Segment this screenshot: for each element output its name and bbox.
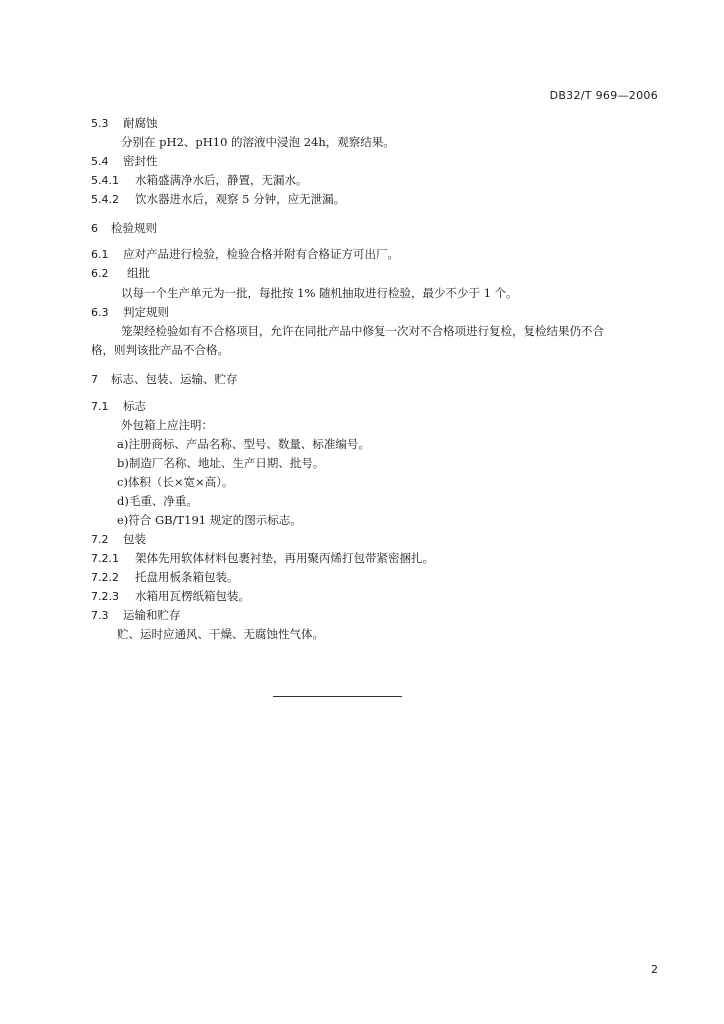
clause-5-4-1: [91, 172, 308, 189]
clause-6-3: [91, 304, 169, 321]
paragraph-text: 外包箱上应注明：: [121, 418, 213, 432]
clause-7-1: [91, 398, 146, 415]
clause-heading: 判定规则: [123, 305, 169, 319]
list-item-text: d)毛重、净重。: [117, 494, 198, 508]
clause-number: 5.4: [91, 155, 109, 168]
clause-number: 7.2.1: [91, 552, 119, 565]
clause-heading: 包装: [123, 532, 146, 546]
section-number: 7: [91, 373, 98, 386]
section-7: [91, 371, 238, 388]
clause-number: 7.2.2: [91, 571, 119, 584]
clause-number: 6.3: [91, 306, 109, 319]
paragraph: [121, 134, 395, 150]
clause-7-2-3: [91, 588, 250, 605]
clause-number: 5.3: [91, 117, 109, 130]
clause-text: 应对产品进行检验，检验合格并附有合格证方可出厂。: [123, 247, 399, 261]
clause-text: 水箱盛满净水后，静置，无漏水。: [135, 173, 308, 187]
clause-heading: 密封性: [123, 154, 158, 168]
section-6: [91, 220, 157, 237]
section-heading: 检验规则: [111, 221, 157, 235]
clause-7-2: [91, 531, 146, 548]
list-item: [117, 474, 233, 490]
end-rule: [273, 696, 402, 697]
clause-number: 7.2: [91, 533, 109, 546]
document-code: DB32/T 969—2006: [549, 89, 658, 102]
clause-number: 7.1: [91, 400, 109, 413]
paragraph: [121, 285, 518, 301]
clause-6-2: [91, 265, 150, 282]
section-heading: 标志、包装、运输、贮存: [111, 372, 238, 386]
clause-text: 水箱用瓦楞纸箱包装。: [135, 589, 250, 603]
paragraph: [121, 323, 604, 339]
clause-7-2-1: [91, 550, 434, 567]
paragraph: [117, 626, 324, 642]
list-item: [117, 455, 324, 471]
clause-heading: 标志: [123, 399, 146, 413]
paragraph-text: 格，则判该批产品不合格。: [91, 343, 229, 357]
clause-number: 7.3: [91, 609, 109, 622]
clause-number: 5.4.1: [91, 174, 119, 187]
clause-number: 6.2: [91, 267, 109, 280]
clause-text: 托盘用板条箱包装。: [135, 570, 239, 584]
list-item-text: c)体积（长×宽×高）。: [117, 475, 234, 489]
clause-text: 架体先用软体材料包裹衬垫，再用聚丙烯打包带紧密捆扎。: [135, 551, 434, 565]
clause-heading: 运输和贮存: [123, 608, 181, 622]
clause-number: 5.4.2: [91, 193, 119, 206]
clause-number: 7.2.3: [91, 590, 119, 603]
paragraph-text: 分别在 pH2、pH10 的溶液中浸泡 24h，观察结果。: [121, 135, 395, 149]
clause-number: 6.1: [91, 248, 109, 261]
list-item-text: b)制造厂名称、地址、生产日期、批号。: [117, 456, 325, 470]
page-number: 2: [651, 963, 658, 976]
clause-7-3: [91, 607, 181, 624]
paragraph-text: 以每一个生产单元为一批，每批按 1% 随机抽取进行检验，最少不少于 1 个。: [121, 286, 518, 300]
section-number: 6: [91, 222, 98, 235]
list-item: [117, 493, 198, 509]
list-item: [117, 436, 370, 452]
paragraph: [121, 417, 213, 433]
clause-5-4-2: [91, 191, 345, 208]
clause-5-4: [91, 153, 158, 170]
list-item-text: e)符合 GB/T191 规定的图示标志。: [117, 513, 302, 527]
clause-heading: 耐腐蚀: [123, 116, 158, 130]
clause-6-1: [91, 246, 399, 263]
list-item-text: a)注册商标、产品名称、型号、数量、标准编号。: [117, 437, 370, 451]
clause-text: 饮水器进水后，观察 5 分钟，应无泄漏。: [135, 192, 346, 206]
paragraph-text: 笼架经检验如有不合格项目，允许在同批产品中修复一次对不合格项进行复检，复检结果仍不合: [121, 324, 604, 338]
clause-heading: 组批: [127, 266, 150, 280]
clause-5-3: [91, 115, 158, 132]
paragraph-text: 贮、运时应通风、干燥、无腐蚀性气体。: [117, 627, 324, 641]
list-item: [117, 512, 302, 528]
clause-7-2-2: [91, 569, 239, 586]
paragraph-continuation: [91, 342, 229, 358]
